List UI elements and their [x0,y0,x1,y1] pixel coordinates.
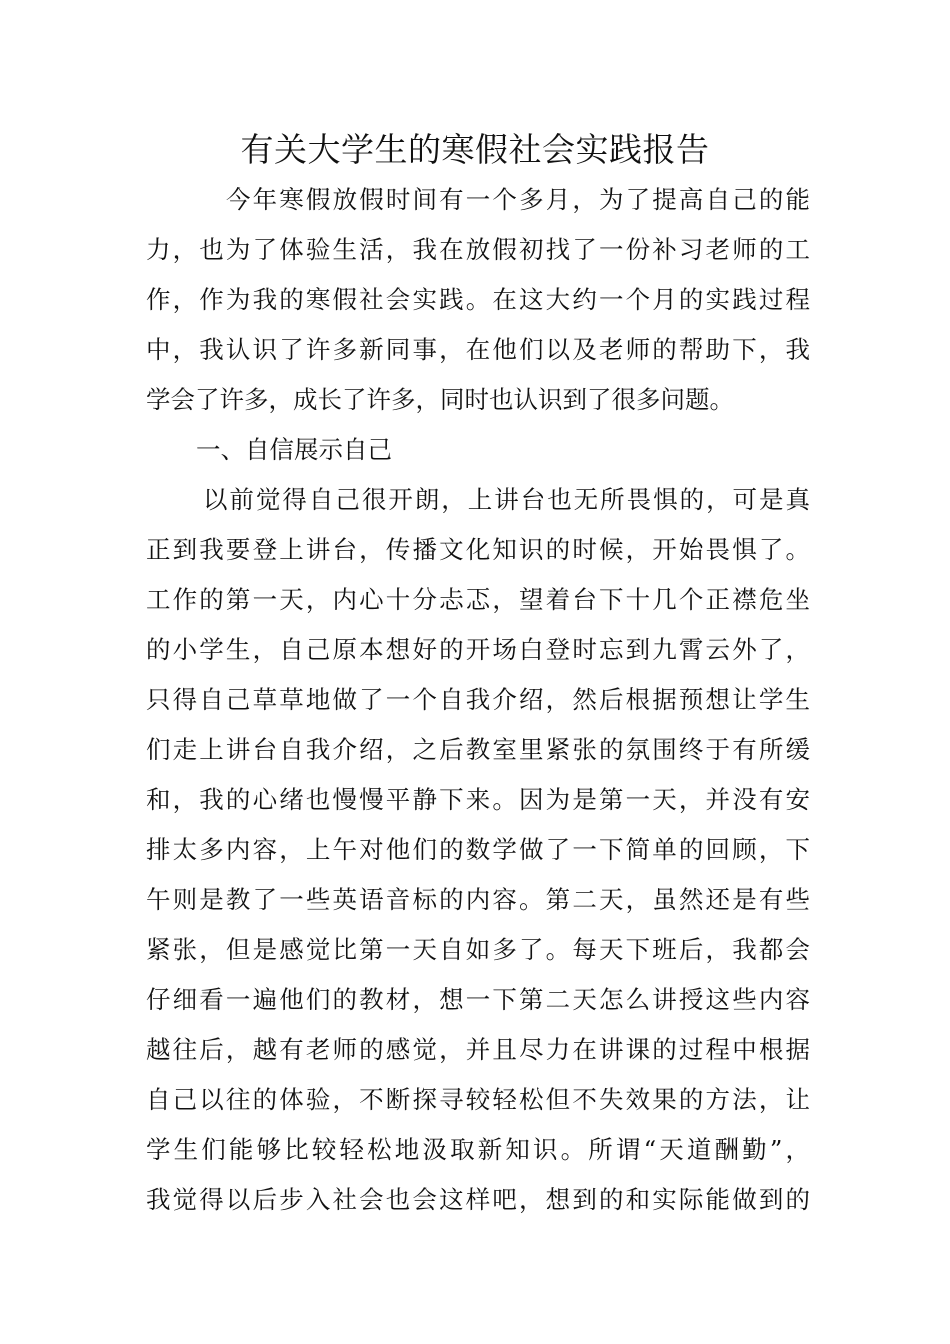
paragraph-2-line-12: 越往后，越有老师的感觉，并且尽力在讲课的过程中根据 [146,1035,810,1064]
paragraph-2-line-6: 们走上讲台自我介绍，之后教室里紧张的氛围终于有所缓 [146,735,810,764]
paragraph-2-line-1: 以前觉得自己很开朗，上讲台也无所畏惧的，可是真 [203,485,810,514]
paragraph-2-line-10: 紧张，但是感觉比第一天自如多了。每天下班后，我都会 [146,935,810,964]
paragraph-1-line-5: 学会了许多，成长了许多，同时也认识到了很多问题。 [146,385,734,414]
paragraph-2-line-13: 自己以往的体验，不断探寻较轻松但不失效果的方法，让 [146,1085,810,1114]
paragraph-1-line-2: 力，也为了体验生活，我在放假初找了一份补习老师的工 [146,235,810,264]
paragraph-1-line-3: 作，作为我的寒假社会实践。在这大约一个月的实践过程 [146,285,810,314]
paragraph-2-line-15: 我觉得以后步入社会也会这样吧，想到的和实际能做到的 [146,1185,810,1214]
paragraph-2-line-4: 的小学生，自己原本想好的开场白登时忘到九霄云外了， [146,635,810,664]
paragraph-1-line-4: 中，我认识了许多新同事，在他们以及老师的帮助下，我 [146,335,810,364]
document-title: 有关大学生的寒假社会实践报告 [240,130,710,169]
paragraph-2-line-3: 工作的第一天，内心十分忐忑，望着台下十几个正襟危坐 [146,585,810,614]
paragraph-2-line-11: 仔细看一遍他们的教材，想一下第二天怎么讲授这些内容 [146,985,810,1014]
paragraph-1-line-1: 今年寒假放假时间有一个多月，为了提高自己的能 [226,185,810,214]
paragraph-2-line-8: 排太多内容，上午对他们的数学做了一下简单的回顾，下 [146,835,810,864]
paragraph-2-line-2: 正到我要登上讲台，传播文化知识的时候，开始畏惧了。 [146,535,810,564]
paragraph-2-line-14: 学生们能够比较轻松地汲取新知识。所谓“天道酬勤”， [146,1135,810,1164]
paragraph-2-line-5: 只得自己草草地做了一个自我介绍，然后根据预想让学生 [146,685,810,714]
section-heading: 一、自信展示自己 [196,435,392,464]
paragraph-2-line-9: 午则是教了一些英语音标的内容。第二天，虽然还是有些 [146,885,810,914]
paragraph-2-line-7: 和，我的心绪也慢慢平静下来。因为是第一天，并没有安 [146,785,810,814]
